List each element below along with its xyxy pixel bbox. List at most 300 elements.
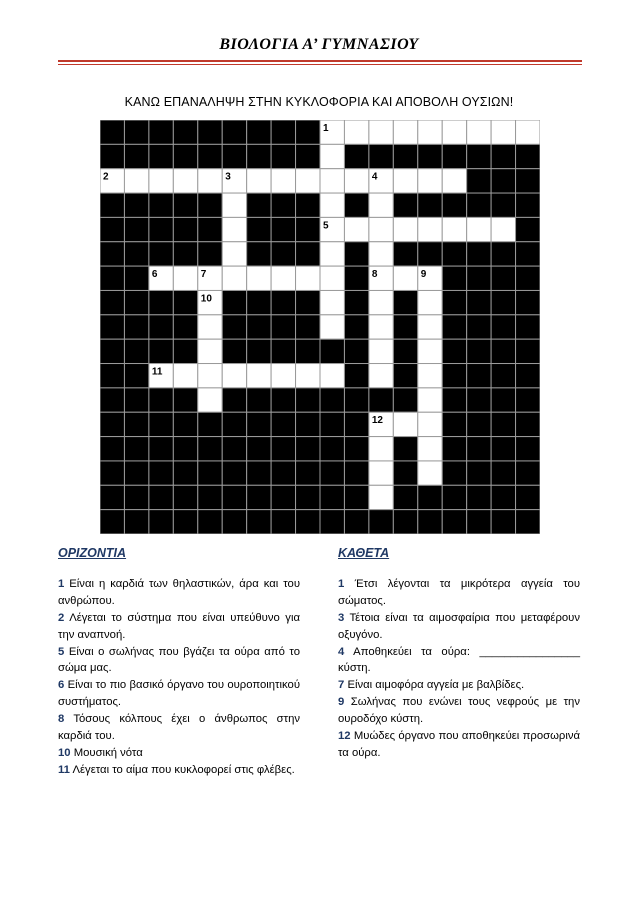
crossword-block	[320, 412, 344, 436]
crossword-block	[344, 461, 368, 485]
crossword-block	[393, 193, 417, 217]
crossword-block	[198, 412, 222, 436]
clue-text: Είναι αιμοφόρα αγγεία με βαλβίδες.	[347, 679, 525, 692]
crossword-block	[222, 461, 246, 485]
crossword-block	[393, 485, 417, 509]
crossword-cell[interactable]	[198, 339, 222, 363]
crossword-block	[271, 461, 295, 485]
crossword-cell[interactable]	[369, 193, 393, 217]
crossword-cell[interactable]	[222, 266, 246, 290]
crossword-block	[100, 510, 124, 534]
crossword-block	[442, 315, 466, 339]
crossword-cell[interactable]	[198, 169, 222, 193]
crossword-block	[467, 412, 491, 436]
across-heading: ΟΡΙΖΟΝΤΙΑ	[58, 546, 127, 560]
crossword-block	[222, 388, 246, 412]
crossword-block	[516, 169, 540, 193]
crossword-cell[interactable]	[296, 364, 320, 388]
crossword-cell[interactable]	[369, 485, 393, 509]
crossword-block	[296, 144, 320, 168]
crossword-block	[222, 290, 246, 314]
crossword-cell[interactable]	[369, 217, 393, 241]
crossword-clue-number: 6	[151, 269, 158, 281]
clue-number: 9	[338, 696, 345, 709]
crossword-block	[271, 144, 295, 168]
crossword-block	[393, 364, 417, 388]
clue-text: Είναι η καρδιά των θηλαστικών, άρα και του ανθρώπου.	[58, 577, 301, 607]
crossword-block	[124, 437, 148, 461]
crossword-block	[516, 242, 540, 266]
crossword-cell[interactable]	[467, 217, 491, 241]
crossword-block	[467, 388, 491, 412]
crossword-cell[interactable]	[393, 217, 417, 241]
crossword-block	[296, 217, 320, 241]
crossword-block	[173, 242, 197, 266]
crossword-block	[100, 290, 124, 314]
crossword-block	[296, 485, 320, 509]
crossword-block	[344, 315, 368, 339]
crossword-cell[interactable]	[442, 120, 466, 144]
crossword-block	[271, 290, 295, 314]
clue-number: 7	[338, 679, 345, 692]
crossword-block	[222, 315, 246, 339]
crossword-block	[173, 120, 197, 144]
crossword-clue-number: 4	[371, 171, 378, 183]
crossword-block	[124, 388, 148, 412]
crossword-block	[100, 412, 124, 436]
crossword-block	[247, 315, 271, 339]
crossword-block	[516, 266, 540, 290]
crossword-cell[interactable]	[418, 339, 442, 363]
crossword-block	[124, 144, 148, 168]
crossword-block	[516, 510, 540, 534]
crossword-cell[interactable]	[369, 364, 393, 388]
crossword-cell[interactable]	[418, 217, 442, 241]
crossword-block	[124, 120, 148, 144]
crossword-block	[393, 437, 417, 461]
crossword-block	[344, 193, 368, 217]
crossword-cell[interactable]	[442, 169, 466, 193]
crossword-block	[198, 242, 222, 266]
crossword-block	[124, 339, 148, 363]
crossword-cell[interactable]	[418, 169, 442, 193]
crossword-block	[491, 266, 515, 290]
crossword-block	[100, 144, 124, 168]
across-clue	[58, 745, 300, 762]
crossword-cell[interactable]	[418, 461, 442, 485]
down-clue	[338, 677, 580, 694]
crossword-block	[320, 437, 344, 461]
crossword-block	[100, 120, 124, 144]
crossword-block	[271, 412, 295, 436]
crossword-block	[222, 120, 246, 144]
crossword-block	[491, 364, 515, 388]
crossword-block	[198, 217, 222, 241]
crossword-cell[interactable]	[247, 169, 271, 193]
clue-number: 1	[58, 577, 65, 590]
crossword-cell[interactable]	[516, 120, 540, 144]
crossword-block	[100, 437, 124, 461]
crossword-block	[271, 388, 295, 412]
crossword-cell[interactable]	[296, 169, 320, 193]
down-clues-column	[338, 545, 580, 762]
crossword-block	[442, 485, 466, 509]
crossword-block	[467, 193, 491, 217]
across-clue	[58, 762, 300, 779]
crossword-block	[222, 510, 246, 534]
header-rule-thin	[58, 64, 582, 65]
down-clue	[338, 644, 580, 678]
crossword-svg	[100, 120, 540, 534]
crossword-block	[149, 485, 173, 509]
crossword-block	[173, 315, 197, 339]
crossword-cell[interactable]	[296, 266, 320, 290]
crossword-block	[491, 193, 515, 217]
crossword-block	[173, 339, 197, 363]
crossword-block	[516, 290, 540, 314]
crossword-block	[149, 437, 173, 461]
clue-number: 12	[338, 730, 351, 743]
crossword-block	[100, 242, 124, 266]
crossword-block	[516, 364, 540, 388]
clue-number: 3	[338, 611, 345, 624]
crossword-cell[interactable]	[271, 169, 295, 193]
crossword-cell[interactable]	[320, 364, 344, 388]
crossword-block	[149, 388, 173, 412]
crossword-block	[100, 217, 124, 241]
clue-text: Είναι ο σωλήνας που βγάζει τα ούρα από το σώμα μας.	[58, 645, 300, 675]
crossword-block	[516, 315, 540, 339]
crossword-block	[247, 144, 271, 168]
crossword-block	[516, 217, 540, 241]
crossword-block	[149, 217, 173, 241]
crossword-block	[124, 315, 148, 339]
crossword-clue-number: 12	[371, 415, 384, 427]
crossword-block	[491, 437, 515, 461]
crossword-cell[interactable]	[198, 364, 222, 388]
crossword-grid	[100, 120, 540, 534]
crossword-block	[149, 193, 173, 217]
crossword-block	[344, 364, 368, 388]
crossword-block	[491, 485, 515, 509]
crossword-block	[320, 485, 344, 509]
crossword-block	[467, 364, 491, 388]
crossword-block	[516, 412, 540, 436]
crossword-block	[124, 485, 148, 509]
crossword-block	[149, 120, 173, 144]
crossword-cell[interactable]	[418, 364, 442, 388]
crossword-cell[interactable]	[369, 290, 393, 314]
crossword-block	[247, 388, 271, 412]
crossword-block	[442, 242, 466, 266]
crossword-block	[198, 193, 222, 217]
crossword-block	[222, 144, 246, 168]
crossword-block	[369, 144, 393, 168]
across-clue	[58, 610, 300, 644]
crossword-block	[198, 461, 222, 485]
crossword-cell[interactable]	[418, 437, 442, 461]
crossword-block	[467, 485, 491, 509]
crossword-cell[interactable]	[418, 315, 442, 339]
crossword-cell[interactable]	[418, 388, 442, 412]
crossword-block	[442, 364, 466, 388]
crossword-block	[491, 388, 515, 412]
crossword-block	[491, 290, 515, 314]
crossword-block	[198, 510, 222, 534]
clue-number: 8	[58, 713, 65, 726]
crossword-block	[222, 412, 246, 436]
across-clue	[58, 644, 300, 678]
crossword-cell[interactable]	[124, 169, 148, 193]
crossword-cell[interactable]	[418, 412, 442, 436]
crossword-block	[247, 461, 271, 485]
crossword-block	[149, 339, 173, 363]
crossword-block	[442, 388, 466, 412]
crossword-block	[173, 510, 197, 534]
crossword-cell[interactable]	[247, 266, 271, 290]
crossword-cell[interactable]	[320, 242, 344, 266]
crossword-block	[271, 217, 295, 241]
crossword-cell[interactable]	[369, 315, 393, 339]
down-clue	[338, 694, 580, 728]
crossword-block	[491, 144, 515, 168]
crossword-block	[173, 461, 197, 485]
crossword-block	[173, 412, 197, 436]
crossword-cell[interactable]	[369, 437, 393, 461]
crossword-cell[interactable]	[320, 315, 344, 339]
crossword-clue-number: 9	[420, 269, 427, 281]
crossword-block	[247, 339, 271, 363]
crossword-block	[271, 120, 295, 144]
crossword-block	[271, 437, 295, 461]
crossword-block	[124, 193, 148, 217]
crossword-block	[296, 461, 320, 485]
crossword-cell[interactable]	[320, 266, 344, 290]
crossword-cell[interactable]	[344, 120, 368, 144]
crossword-cell[interactable]	[393, 266, 417, 290]
crossword-block	[393, 388, 417, 412]
crossword-clue-number: 5	[323, 220, 329, 232]
crossword-cell[interactable]	[222, 242, 246, 266]
crossword-block	[393, 510, 417, 534]
crossword-block	[222, 485, 246, 509]
crossword-block	[271, 485, 295, 509]
crossword-block	[418, 193, 442, 217]
across-clue	[58, 677, 300, 711]
crossword-block	[247, 193, 271, 217]
crossword-block	[173, 144, 197, 168]
crossword-cell[interactable]	[491, 217, 515, 241]
crossword-block	[124, 217, 148, 241]
clue-text: Έτσι λέγονται τα μικρότερα αγγεία του σώματος.	[338, 577, 581, 607]
crossword-block	[124, 461, 148, 485]
crossword-block	[296, 242, 320, 266]
crossword-cell[interactable]	[320, 169, 344, 193]
across-clue	[58, 576, 300, 610]
crossword-block	[491, 315, 515, 339]
crossword-block	[467, 315, 491, 339]
crossword-cell[interactable]	[344, 169, 368, 193]
crossword-block	[296, 412, 320, 436]
across-clues-column	[58, 545, 300, 779]
clue-text: Τόσους κόλπους έχει ο άνθρωπος στην καρδιά του.	[58, 713, 301, 743]
crossword-block	[344, 339, 368, 363]
down-clue	[338, 728, 580, 762]
crossword-block	[393, 242, 417, 266]
crossword-cell[interactable]	[222, 364, 246, 388]
crossword-block	[516, 339, 540, 363]
crossword-cell[interactable]	[393, 120, 417, 144]
crossword-block	[442, 290, 466, 314]
crossword-block	[247, 217, 271, 241]
crossword-cell[interactable]	[418, 120, 442, 144]
crossword-cell[interactable]	[173, 266, 197, 290]
crossword-block	[149, 144, 173, 168]
crossword-cell[interactable]	[271, 364, 295, 388]
crossword-block	[442, 437, 466, 461]
crossword-block	[344, 144, 368, 168]
crossword-block	[467, 437, 491, 461]
crossword-block	[100, 388, 124, 412]
crossword-block	[467, 461, 491, 485]
across-clue	[58, 711, 300, 745]
crossword-block	[442, 412, 466, 436]
crossword-block	[516, 388, 540, 412]
crossword-cell[interactable]	[222, 217, 246, 241]
crossword-block	[393, 144, 417, 168]
crossword-block	[296, 193, 320, 217]
crossword-block	[467, 169, 491, 193]
crossword-clue-number: 3	[225, 171, 231, 183]
crossword-cell[interactable]	[393, 412, 417, 436]
crossword-block	[124, 412, 148, 436]
crossword-block	[491, 461, 515, 485]
crossword-cell[interactable]	[369, 339, 393, 363]
clue-text: Λέγεται το αίμα που κυκλοφορεί στις φλέβες.	[72, 763, 295, 776]
crossword-cell[interactable]	[320, 193, 344, 217]
crossword-block	[198, 437, 222, 461]
crossword-cell[interactable]	[271, 266, 295, 290]
crossword-block	[491, 169, 515, 193]
crossword-cell[interactable]	[369, 461, 393, 485]
crossword-cell[interactable]	[173, 364, 197, 388]
crossword-block	[442, 266, 466, 290]
crossword-block	[149, 461, 173, 485]
crossword-block	[344, 242, 368, 266]
crossword-block	[198, 120, 222, 144]
crossword-cell[interactable]	[369, 120, 393, 144]
crossword-block	[516, 437, 540, 461]
crossword-cell[interactable]	[198, 315, 222, 339]
crossword-block	[247, 290, 271, 314]
crossword-block	[491, 412, 515, 436]
crossword-block	[344, 412, 368, 436]
clue-text: Μυώδες όργανο που αποθηκεύει προσωρινά τα ούρα.	[338, 730, 581, 759]
crossword-block	[516, 485, 540, 509]
crossword-clue-number: 11	[151, 366, 163, 378]
crossword-block	[149, 290, 173, 314]
down-heading: ΚΑΘΕΤΑ	[338, 546, 390, 560]
crossword-block	[296, 510, 320, 534]
crossword-block	[442, 461, 466, 485]
crossword-cell[interactable]	[442, 217, 466, 241]
crossword-cell[interactable]	[418, 290, 442, 314]
crossword-block	[491, 242, 515, 266]
crossword-clue-number: 7	[200, 269, 207, 281]
clue-number: 2	[58, 611, 65, 624]
crossword-block	[344, 437, 368, 461]
crossword-block	[149, 412, 173, 436]
crossword-block	[124, 266, 148, 290]
crossword-block	[149, 242, 173, 266]
crossword-block	[393, 315, 417, 339]
crossword-block	[418, 485, 442, 509]
crossword-block	[418, 144, 442, 168]
crossword-block	[516, 144, 540, 168]
crossword-cell[interactable]	[198, 388, 222, 412]
crossword-block	[344, 266, 368, 290]
crossword-block	[467, 242, 491, 266]
crossword-block	[222, 339, 246, 363]
crossword-clue-number: 8	[371, 269, 378, 281]
clue-number: 10	[58, 746, 71, 759]
crossword-block	[320, 388, 344, 412]
crossword-cell[interactable]	[344, 217, 368, 241]
crossword-block	[173, 193, 197, 217]
down-clue	[338, 610, 580, 644]
crossword-cell[interactable]	[369, 242, 393, 266]
crossword-block	[393, 339, 417, 363]
clue-text: Είναι το πιο βασικό όργανο του ουροποιητικού συστήματος.	[58, 679, 300, 709]
crossword-block	[100, 315, 124, 339]
crossword-block	[344, 485, 368, 509]
crossword-block	[271, 339, 295, 363]
crossword-block	[320, 461, 344, 485]
crossword-block	[124, 242, 148, 266]
crossword-block	[124, 510, 148, 534]
page-header-title: ΒΙΟΛΟΓΙΑ Α’ ΓΥΜΝΑΣΙΟΥ	[219, 36, 419, 53]
crossword-cell[interactable]	[247, 364, 271, 388]
crossword-cell[interactable]	[320, 144, 344, 168]
crossword-block	[442, 510, 466, 534]
crossword-cell[interactable]	[491, 120, 515, 144]
crossword-cell[interactable]	[467, 120, 491, 144]
crossword-block	[222, 437, 246, 461]
crossword-block	[344, 510, 368, 534]
crossword-clue-number: 1	[323, 123, 329, 134]
crossword-block	[247, 437, 271, 461]
crossword-cell[interactable]	[320, 290, 344, 314]
clue-number: 4	[338, 645, 345, 658]
crossword-block	[344, 290, 368, 314]
clue-text: Σωλήνας που ενώνει τους νεφρούς με την ουροδόχο κύστη.	[338, 696, 580, 726]
crossword-block	[344, 388, 368, 412]
crossword-block	[173, 485, 197, 509]
crossword-block	[173, 290, 197, 314]
crossword-block	[124, 290, 148, 314]
crossword-block	[418, 242, 442, 266]
crossword-block	[516, 193, 540, 217]
crossword-block	[271, 315, 295, 339]
crossword-block	[467, 339, 491, 363]
crossword-cell[interactable]	[393, 169, 417, 193]
crossword-cell[interactable]	[149, 169, 173, 193]
crossword-block	[173, 388, 197, 412]
crossword-cell[interactable]	[173, 169, 197, 193]
crossword-block	[100, 485, 124, 509]
crossword-cell[interactable]	[222, 193, 246, 217]
crossword-block	[467, 266, 491, 290]
